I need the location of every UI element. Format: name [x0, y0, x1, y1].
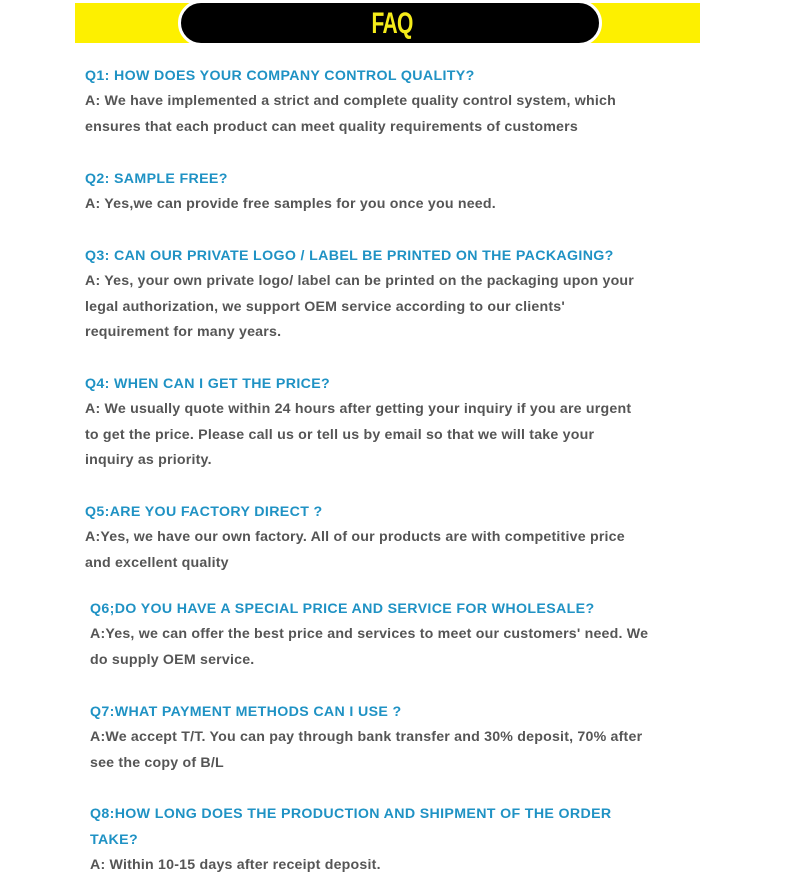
faq-answer: A: Yes,we can provide free samples for you once you need. — [85, 196, 496, 212]
faq-item-3 — [85, 243, 725, 346]
faq-question: Q3: CAN OUR PRIVATE LOGO / LABEL BE PRINTED ON THE PACKAGING? — [85, 248, 614, 264]
faq-question: Q8:HOW LONG DOES THE PRODUCTION AND SHIPMENT OF THE ORDER TAKE? — [90, 806, 612, 848]
faq-item-8 — [90, 801, 730, 879]
faq-question: Q1: HOW DOES YOUR COMPANY CONTROL QUALITY? — [85, 68, 475, 84]
faq-question: Q4: WHEN CAN I GET THE PRICE? — [85, 376, 331, 392]
faq-answer: A:Yes, we have our own factory. All of our products are with competitive price and excellent quality — [85, 529, 625, 571]
faq-item-2 — [85, 166, 725, 218]
faq-question: Q6;DO YOU HAVE A SPECIAL PRICE AND SERVICE FOR WHOLESALE? — [90, 601, 595, 617]
faq-question: Q2: SAMPLE FREE? — [85, 171, 228, 187]
faq-question: Q7:WHAT PAYMENT METHODS CAN I USE ? — [90, 704, 402, 720]
faq-title-pill — [178, 0, 602, 46]
faq-item-6 — [90, 596, 730, 673]
faq-title: FAQ — [371, 7, 413, 40]
faq-item-7 — [90, 699, 730, 776]
faq-item-5 — [85, 499, 725, 576]
faq-item-1 — [85, 63, 725, 140]
faq-answer: A:Yes, we can offer the best price and services to meet our customers' need. We do supply OEM service. — [90, 626, 649, 668]
faq-answer: A:We accept T/T. You can pay through bank transfer and 30% deposit, 70% after see the copy of B/L — [90, 729, 643, 771]
faq-answer: A: We have implemented a strict and complete quality control system, which ensures that each product can meet quality requirements of customers — [85, 93, 616, 135]
faq-item-4 — [85, 371, 725, 474]
faq-answer: A: We usually quote within 24 hours after getting your inquiry if you are urgent to get the price. Please call us or tell us by email so that we will take your inquiry as priority. — [85, 401, 632, 469]
faq-answer: A: Within 10-15 days after receipt deposit. — [90, 857, 381, 873]
faq-question: Q5:ARE YOU FACTORY DIRECT ? — [85, 504, 323, 520]
faq-answer: A: Yes, your own private logo/ label can be printed on the packaging upon your legal authorization, we support OEM service according to our clients' requirement for many years. — [85, 273, 635, 341]
